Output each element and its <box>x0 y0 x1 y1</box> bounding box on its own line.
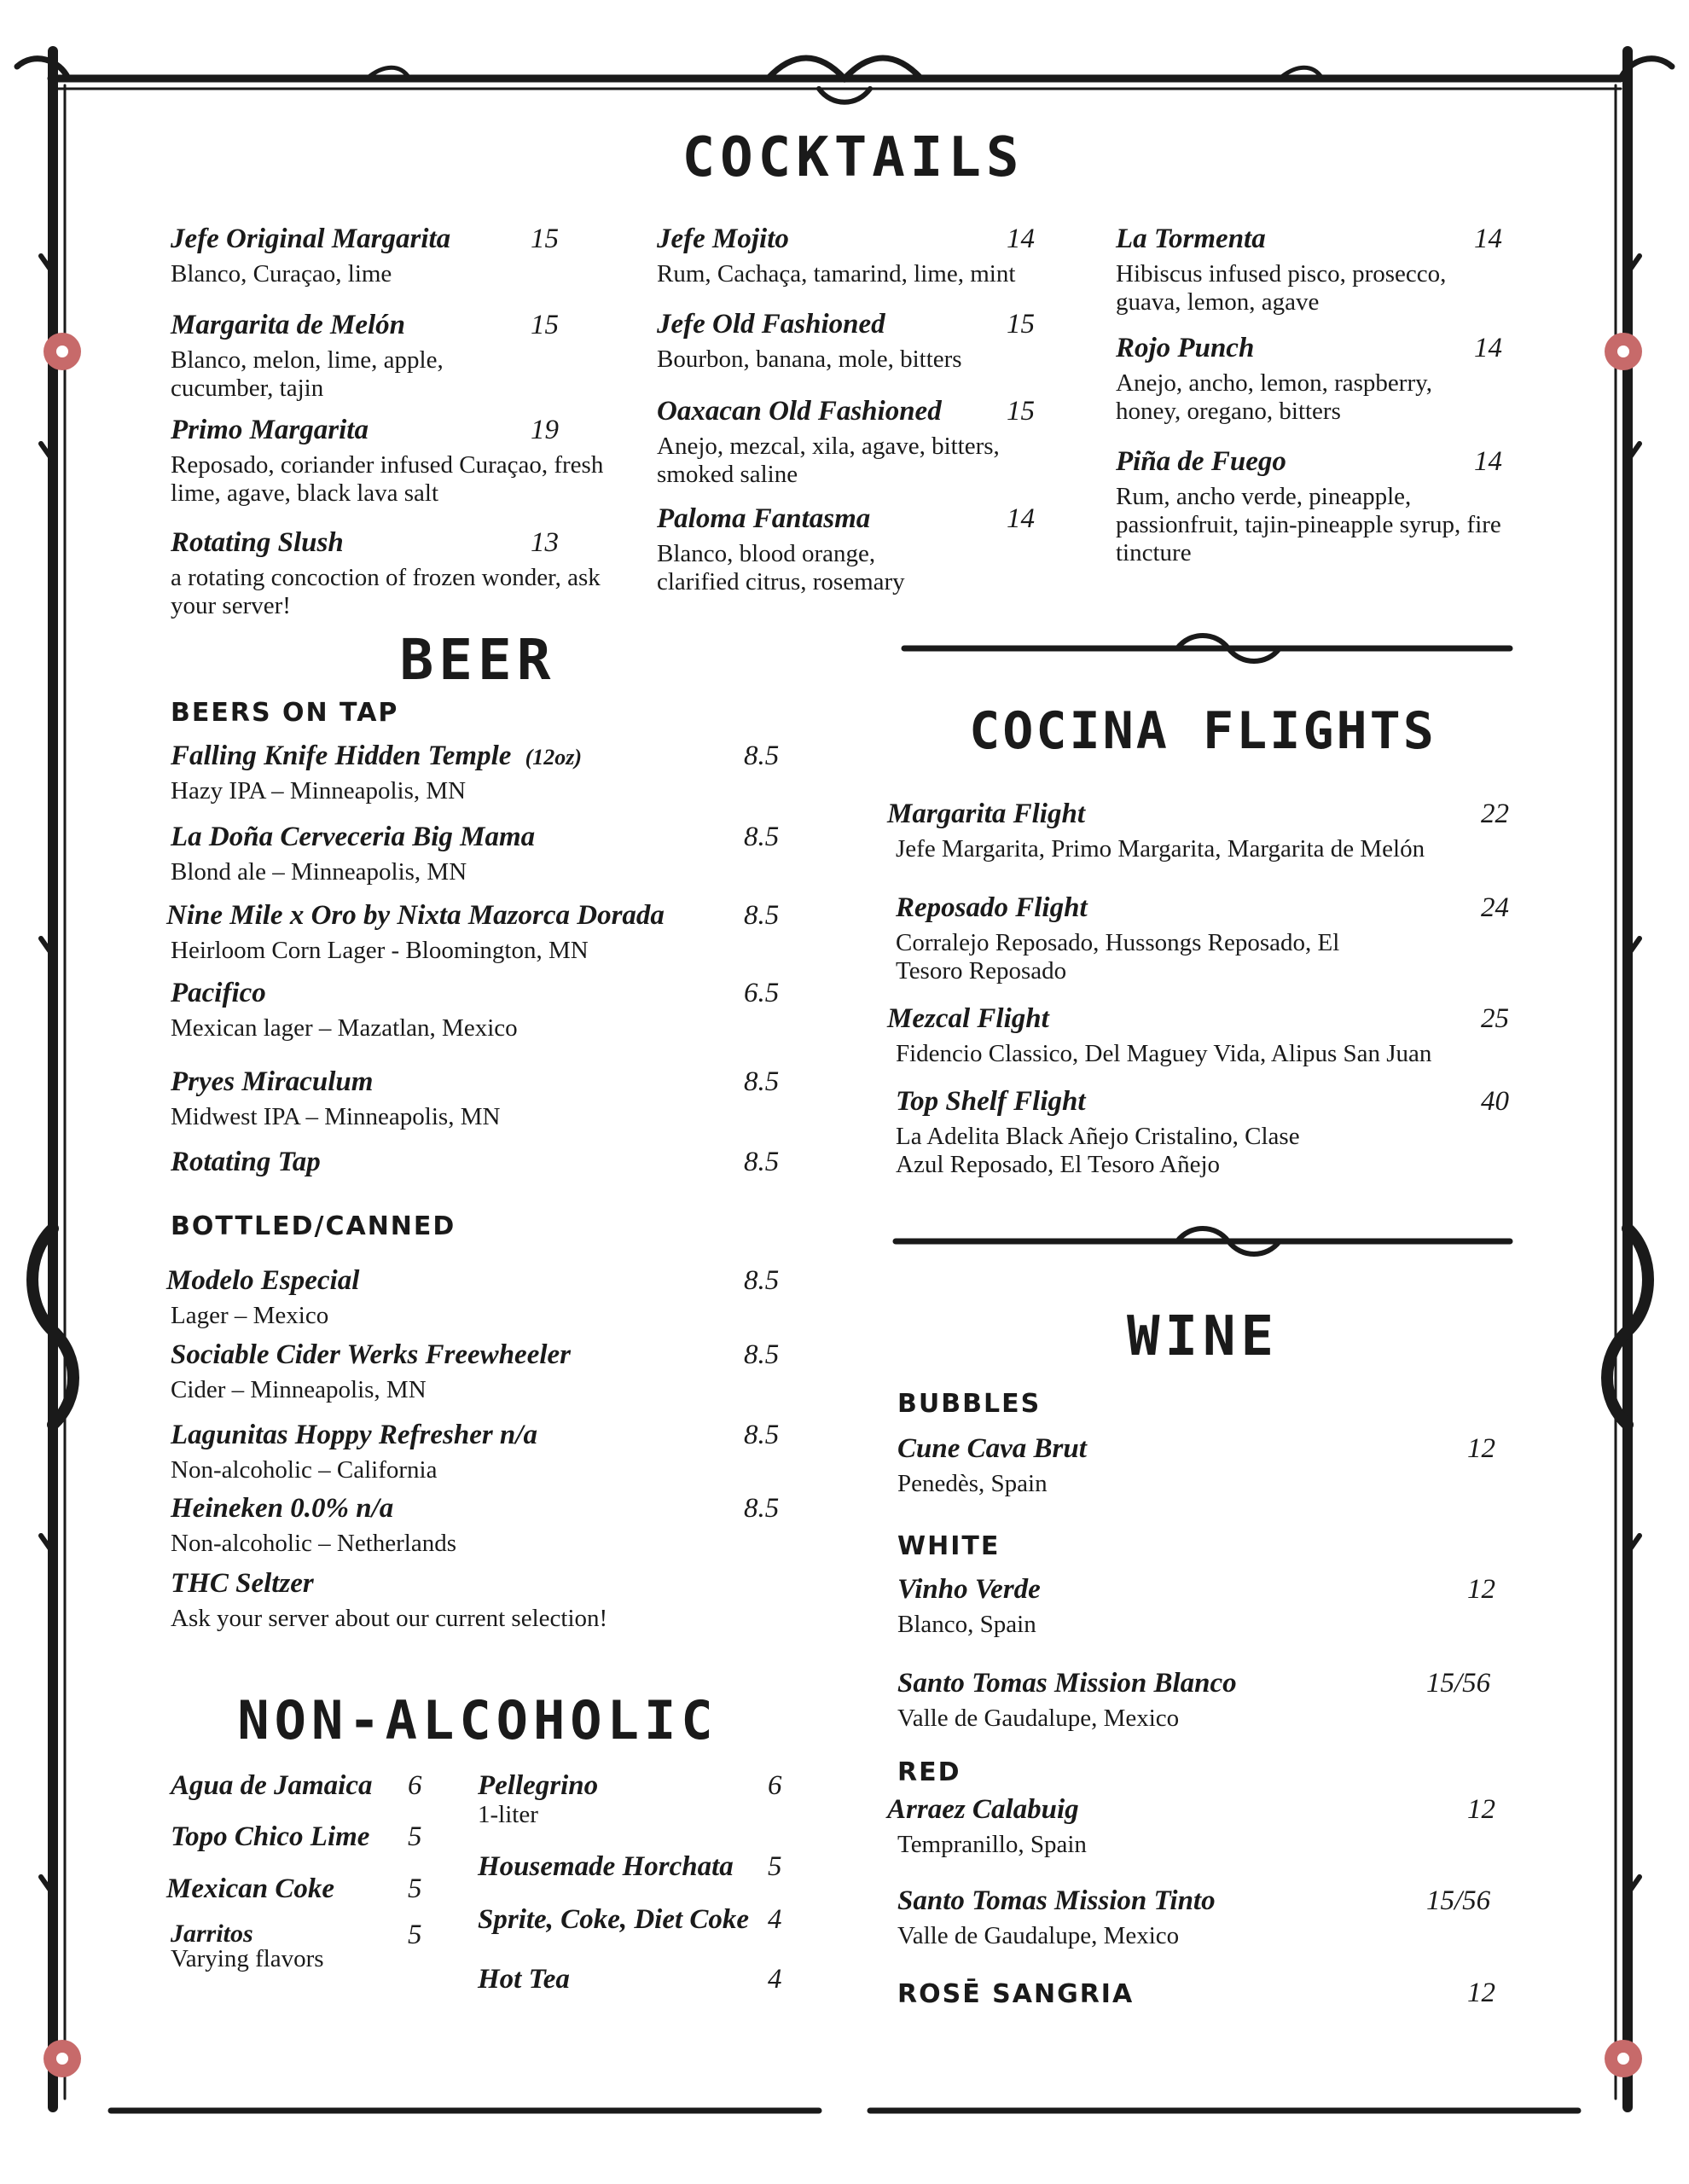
white-heading: WHITE <box>897 1531 1001 1561</box>
item-name: Lagunitas Hoppy Refresher n/a <box>171 1420 537 1450</box>
item-name: Reposado Flight <box>896 892 1088 923</box>
item-name: THC Seltzer <box>171 1568 314 1599</box>
item-price: 12 <box>1467 1794 1495 1825</box>
item-name: Jarritos <box>171 1920 253 1948</box>
item-price: 14 <box>1474 446 1502 477</box>
red-heading: RED <box>897 1757 961 1787</box>
item-desc: Fidencio Classico, Del Maguey Vida, Alipus San Juan <box>896 1040 1432 1067</box>
item-desc: Mexican lager – Mazatlan, Mexico <box>171 1014 518 1042</box>
item-desc: a rotating concoction of frozen wonder, ask your server! <box>171 564 601 619</box>
item-desc: Blanco, Spain <box>897 1611 1036 1638</box>
bubbles-heading: BUBBLES <box>897 1389 1042 1419</box>
item-name: Primo Margarita <box>171 415 369 445</box>
item-name: Rojo Punch <box>1116 333 1255 363</box>
item-price: 15/56 <box>1426 1668 1491 1699</box>
item-name: Jefe Mojito <box>657 224 789 254</box>
item-price: 6.5 <box>744 978 780 1008</box>
item-price: 15 <box>1007 309 1035 340</box>
item-desc: Hibiscus infused pisco, prosecco, guava, lemon, agave <box>1116 260 1447 316</box>
item-name <box>171 741 582 772</box>
item-name: Santo Tomas Mission Tinto <box>897 1885 1216 1916</box>
item-price: 14 <box>1007 503 1035 534</box>
non-alcoholic-heading: NON-ALCOHOLIC <box>237 1689 718 1751</box>
item-price: 5 <box>768 1851 782 1882</box>
item-price: 15 <box>531 224 559 254</box>
item-desc: Cider – Minneapolis, MN <box>171 1376 427 1403</box>
item-price: 22 <box>1481 799 1509 829</box>
item-price: 5 <box>408 1821 422 1852</box>
item-price: 24 <box>1481 892 1509 923</box>
cocktails-heading: COCKTAILS <box>682 126 1024 189</box>
item-price: 8.5 <box>744 900 780 931</box>
beer-heading: BEER <box>399 627 556 693</box>
item-name: Pellegrino <box>478 1770 599 1801</box>
item-price: 8.5 <box>744 822 780 852</box>
item-name: Agua de Jamaica <box>171 1770 373 1801</box>
rose-sangria-label: ROSĒ SANGRIA <box>897 1979 1135 2009</box>
item-name: Heineken 0.0% n/a <box>171 1493 394 1524</box>
item-name: Mexican Coke <box>166 1873 335 1904</box>
item-desc: La Adelita Black Añejo Cristalino, Clase Azul Reposado, El Tesoro Añejo <box>896 1123 1300 1178</box>
item-name: Arraez Calabuig <box>887 1794 1079 1825</box>
item-desc: Non-alcoholic – California <box>171 1456 438 1484</box>
item-desc: Non-alcoholic – Netherlands <box>171 1530 457 1557</box>
item-price: 8.5 <box>744 1493 780 1524</box>
item-desc: Tempranillo, Spain <box>897 1831 1087 1858</box>
item-desc: Anejo, ancho, lemon, raspberry, honey, oregano, bitters <box>1116 369 1432 425</box>
item-price: 5 <box>408 1873 422 1904</box>
item-price: 14 <box>1474 333 1502 363</box>
item-price: 40 <box>1481 1086 1509 1117</box>
item-desc: 1-liter <box>478 1801 538 1828</box>
item-desc: Reposado, coriander infused Curaçao, fresh lime, agave, black lava salt <box>171 451 604 507</box>
item-desc: Jefe Margarita, Primo Margarita, Margarita de Melón <box>896 835 1425 863</box>
item-price: 6 <box>768 1770 782 1801</box>
item-name: Santo Tomas Mission Blanco <box>897 1668 1237 1699</box>
item-desc: Bourbon, banana, mole, bitters <box>657 346 962 373</box>
beers-on-tap-heading: BEERS ON TAP <box>171 698 399 728</box>
item-desc: Hazy IPA – Minneapolis, MN <box>171 777 467 804</box>
item-desc: Corralejo Reposado, Hussongs Reposado, El Tesoro Reposado <box>896 929 1340 985</box>
item-name: La Tormenta <box>1116 224 1266 254</box>
item-price: 4 <box>768 1964 782 1995</box>
item-price: 8.5 <box>744 1265 780 1296</box>
item-name: Top Shelf Flight <box>896 1086 1086 1117</box>
item-name: Topo Chico Lime <box>171 1821 370 1852</box>
item-price: 6 <box>408 1770 422 1801</box>
item-name: Margarita de Melón <box>171 310 406 340</box>
item-name-text: Falling Knife Hidden Temple <box>171 741 512 771</box>
item-price: 14 <box>1007 224 1035 254</box>
item-name: Nine Mile x Oro by Nixta Mazorca Dorada <box>166 900 665 931</box>
item-desc: Penedès, Spain <box>897 1470 1048 1497</box>
item-desc: Lager – Mexico <box>171 1302 329 1329</box>
item-desc: Blanco, Curaçao, lime <box>171 260 392 288</box>
item-price: 4 <box>768 1904 782 1935</box>
item-name: Pryes Miraculum <box>171 1066 374 1097</box>
item-name: Vinho Verde <box>897 1574 1041 1605</box>
item-price: 8.5 <box>744 1066 780 1097</box>
item-name: Rotating Tap <box>171 1147 321 1177</box>
item-name: Modelo Especial <box>166 1265 360 1296</box>
item-desc: Heirloom Corn Lager - Bloomington, MN <box>171 937 589 964</box>
item-desc: Rum, Cachaça, tamarind, lime, mint <box>657 260 1016 288</box>
item-price: 15 <box>531 310 559 340</box>
item-size-note: (12oz) <box>525 745 583 770</box>
item-price: 14 <box>1474 224 1502 254</box>
item-desc: Blanco, melon, lime, apple, cucumber, tajin <box>171 346 444 402</box>
item-name: Jefe Original Margarita <box>171 224 451 254</box>
item-name: Rotating Slush <box>171 527 344 558</box>
item-desc: Valle de Gaudalupe, Mexico <box>897 1705 1180 1732</box>
item-price: 8.5 <box>744 741 780 771</box>
item-price: 15/56 <box>1426 1885 1491 1916</box>
item-name: Paloma Fantasma <box>657 503 871 534</box>
item-name: Piña de Fuego <box>1116 446 1286 477</box>
item-desc: Ask your server about our current selection! <box>171 1605 608 1632</box>
cocina-flights-heading: COCINA FLIGHTS <box>969 701 1437 761</box>
item-price: 12 <box>1467 1574 1495 1605</box>
item-name: Oaxacan Old Fashioned <box>657 396 942 427</box>
item-price: 19 <box>531 415 559 445</box>
wine-heading: WINE <box>1126 1305 1280 1368</box>
item-desc: Midwest IPA – Minneapolis, MN <box>171 1103 501 1130</box>
item-desc: Anejo, mezcal, xila, agave, bitters, smoked saline <box>657 433 1000 488</box>
item-price: 8.5 <box>744 1147 780 1177</box>
item-name: Hot Tea <box>478 1964 570 1995</box>
item-desc: Valle de Gaudalupe, Mexico <box>897 1922 1180 1949</box>
item-price: 8.5 <box>744 1420 780 1450</box>
item-name: Housemade Horchata <box>478 1851 734 1882</box>
item-price: 25 <box>1481 1003 1509 1034</box>
item-name: Sociable Cider Werks Freewheeler <box>171 1339 571 1370</box>
item-desc: Blond ale – Minneapolis, MN <box>171 858 467 886</box>
item-name: Cune Cava Brut <box>897 1433 1087 1464</box>
item-price: 12 <box>1467 1978 1495 2008</box>
item-price: 8.5 <box>744 1339 780 1370</box>
item-desc: Blanco, blood orange, clarified citrus, rosemary <box>657 540 905 595</box>
item-price: 5 <box>408 1920 422 1950</box>
bottled-canned-heading: BOTTLED/CANNED <box>171 1211 456 1241</box>
item-price: 13 <box>531 527 559 558</box>
item-name: Mezcal Flight <box>887 1003 1049 1034</box>
item-name: La Doña Cerveceria Big Mama <box>171 822 536 852</box>
item-name: Jefe Old Fashioned <box>657 309 885 340</box>
item-name: Margarita Flight <box>887 799 1085 829</box>
item-price: 15 <box>1007 396 1035 427</box>
item-name: Pacifico <box>171 978 266 1008</box>
item-desc: Rum, ancho verde, pineapple, passionfruit, tajin-pineapple syrup, fire tincture <box>1116 483 1501 566</box>
item-price: 12 <box>1467 1433 1495 1464</box>
item-name: Sprite, Coke, Diet Coke <box>478 1904 750 1935</box>
item-desc: Varying flavors <box>171 1945 324 1972</box>
